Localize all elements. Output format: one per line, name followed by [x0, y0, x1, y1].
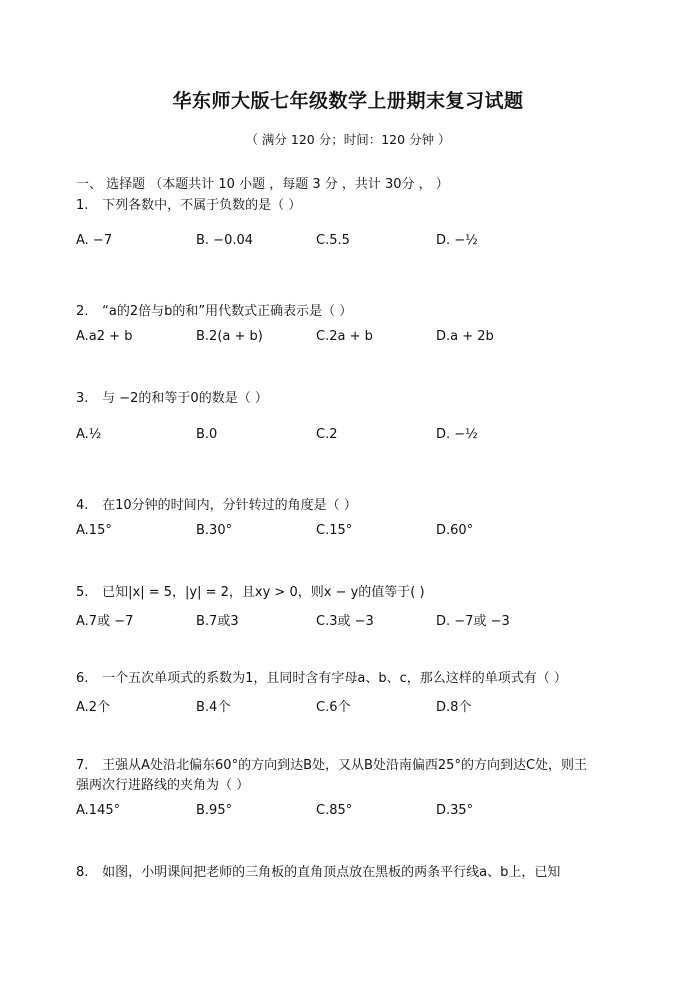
question-8	[76, 861, 560, 880]
question-7	[76, 754, 587, 773]
option-c[interactable]: C.2	[316, 427, 338, 442]
option-a[interactable]: A.½	[76, 427, 102, 442]
question-number: 7.	[76, 758, 89, 773]
option-b[interactable]: B.0	[196, 427, 218, 442]
option-b[interactable]: B.95°	[196, 803, 233, 818]
question-4-options	[76, 523, 636, 543]
option-c[interactable]: C.6个	[316, 700, 351, 715]
question-text: 下列各数中，不属于负数的是（ ）	[102, 198, 302, 213]
option-c[interactable]: C.15°	[316, 523, 353, 538]
question-text: “a的2倍与b的和”用代数式正确表示是（ ）	[102, 304, 353, 319]
question-4	[76, 494, 357, 513]
option-d[interactable]: D.a + 2b	[436, 329, 494, 344]
question-5-options	[76, 610, 636, 630]
question-number: 8.	[76, 865, 89, 880]
question-1	[76, 194, 301, 213]
question-3-options	[76, 427, 636, 447]
question-number: 6.	[76, 671, 89, 686]
question-text: 王强从A处沿北偏东60°的方向到达B处，又从B处沿南偏西25°的方向到达C处，则王	[102, 758, 588, 773]
page-subtitle: （ 满分 120 分；时间：120 分钟 ）	[245, 132, 451, 147]
option-d[interactable]: D.8个	[436, 700, 472, 715]
question-6	[76, 667, 567, 686]
option-b[interactable]: B.7或3	[196, 614, 239, 629]
option-a[interactable]: A.15°	[76, 523, 112, 538]
option-c[interactable]: C.3或 −3	[316, 614, 374, 629]
question-3	[76, 387, 268, 406]
question-number: 3.	[76, 391, 89, 406]
option-a[interactable]: A.7或 −7	[76, 614, 134, 629]
option-a[interactable]: A.2个	[76, 700, 111, 715]
question-number: 5.	[76, 585, 89, 600]
question-text: 一个五次单项式的系数为1，且同时含有字母a、b、c，那么这样的单项式有（ ）	[102, 671, 567, 686]
option-b[interactable]: B.30°	[196, 523, 233, 538]
question-2-options	[76, 329, 636, 349]
question-number: 1.	[76, 198, 89, 213]
question-text: 已知|x| = 5，|y| = 2，且xy > 0，则x − y的值等于( )	[102, 585, 425, 600]
option-a[interactable]: A.145°	[76, 803, 121, 818]
option-b[interactable]: B.4个	[196, 700, 231, 715]
option-c[interactable]: C.5.5	[316, 233, 350, 248]
option-a[interactable]: A.a2 + b	[76, 329, 133, 344]
question-6-options	[76, 696, 636, 716]
question-5	[76, 581, 425, 600]
option-c[interactable]: C.85°	[316, 803, 353, 818]
question-text: 与 −2的和等于0的数是（ ）	[102, 391, 268, 406]
question-text-continued: 强两次行进路线的夹角为（ ）	[76, 778, 250, 793]
question-2	[76, 300, 352, 319]
question-text: 如图，小明课间把老师的三角板的直角顶点放在黑板的两条平行线a、b上，已知	[102, 865, 561, 880]
option-d[interactable]: D.60°	[436, 523, 474, 538]
option-a[interactable]: A. −7	[76, 233, 113, 248]
question-number: 2.	[76, 304, 89, 319]
option-d[interactable]: D.35°	[436, 803, 474, 818]
option-b[interactable]: B. −0.04	[196, 233, 254, 248]
option-b[interactable]: B.2(a + b)	[196, 329, 263, 344]
question-number: 4.	[76, 498, 89, 513]
section-heading: 一、 选择题 （本题共计 10 小题 ，每题 3 分 ，共计 30分 ， ）	[76, 177, 449, 192]
option-d[interactable]: D. −7或 −3	[436, 614, 510, 629]
question-7-options	[76, 803, 636, 823]
question-1-options	[76, 233, 636, 253]
question-text: 在10分钟的时间内，分针转过的角度是（ ）	[102, 498, 357, 513]
option-c[interactable]: C.2a + b	[316, 329, 373, 344]
page-title: 华东师大版七年级数学上册期末复习试题	[172, 90, 524, 112]
option-d[interactable]: D. −½	[436, 233, 478, 248]
option-d[interactable]: D. −½	[436, 427, 478, 442]
question-7-continued	[76, 774, 249, 793]
